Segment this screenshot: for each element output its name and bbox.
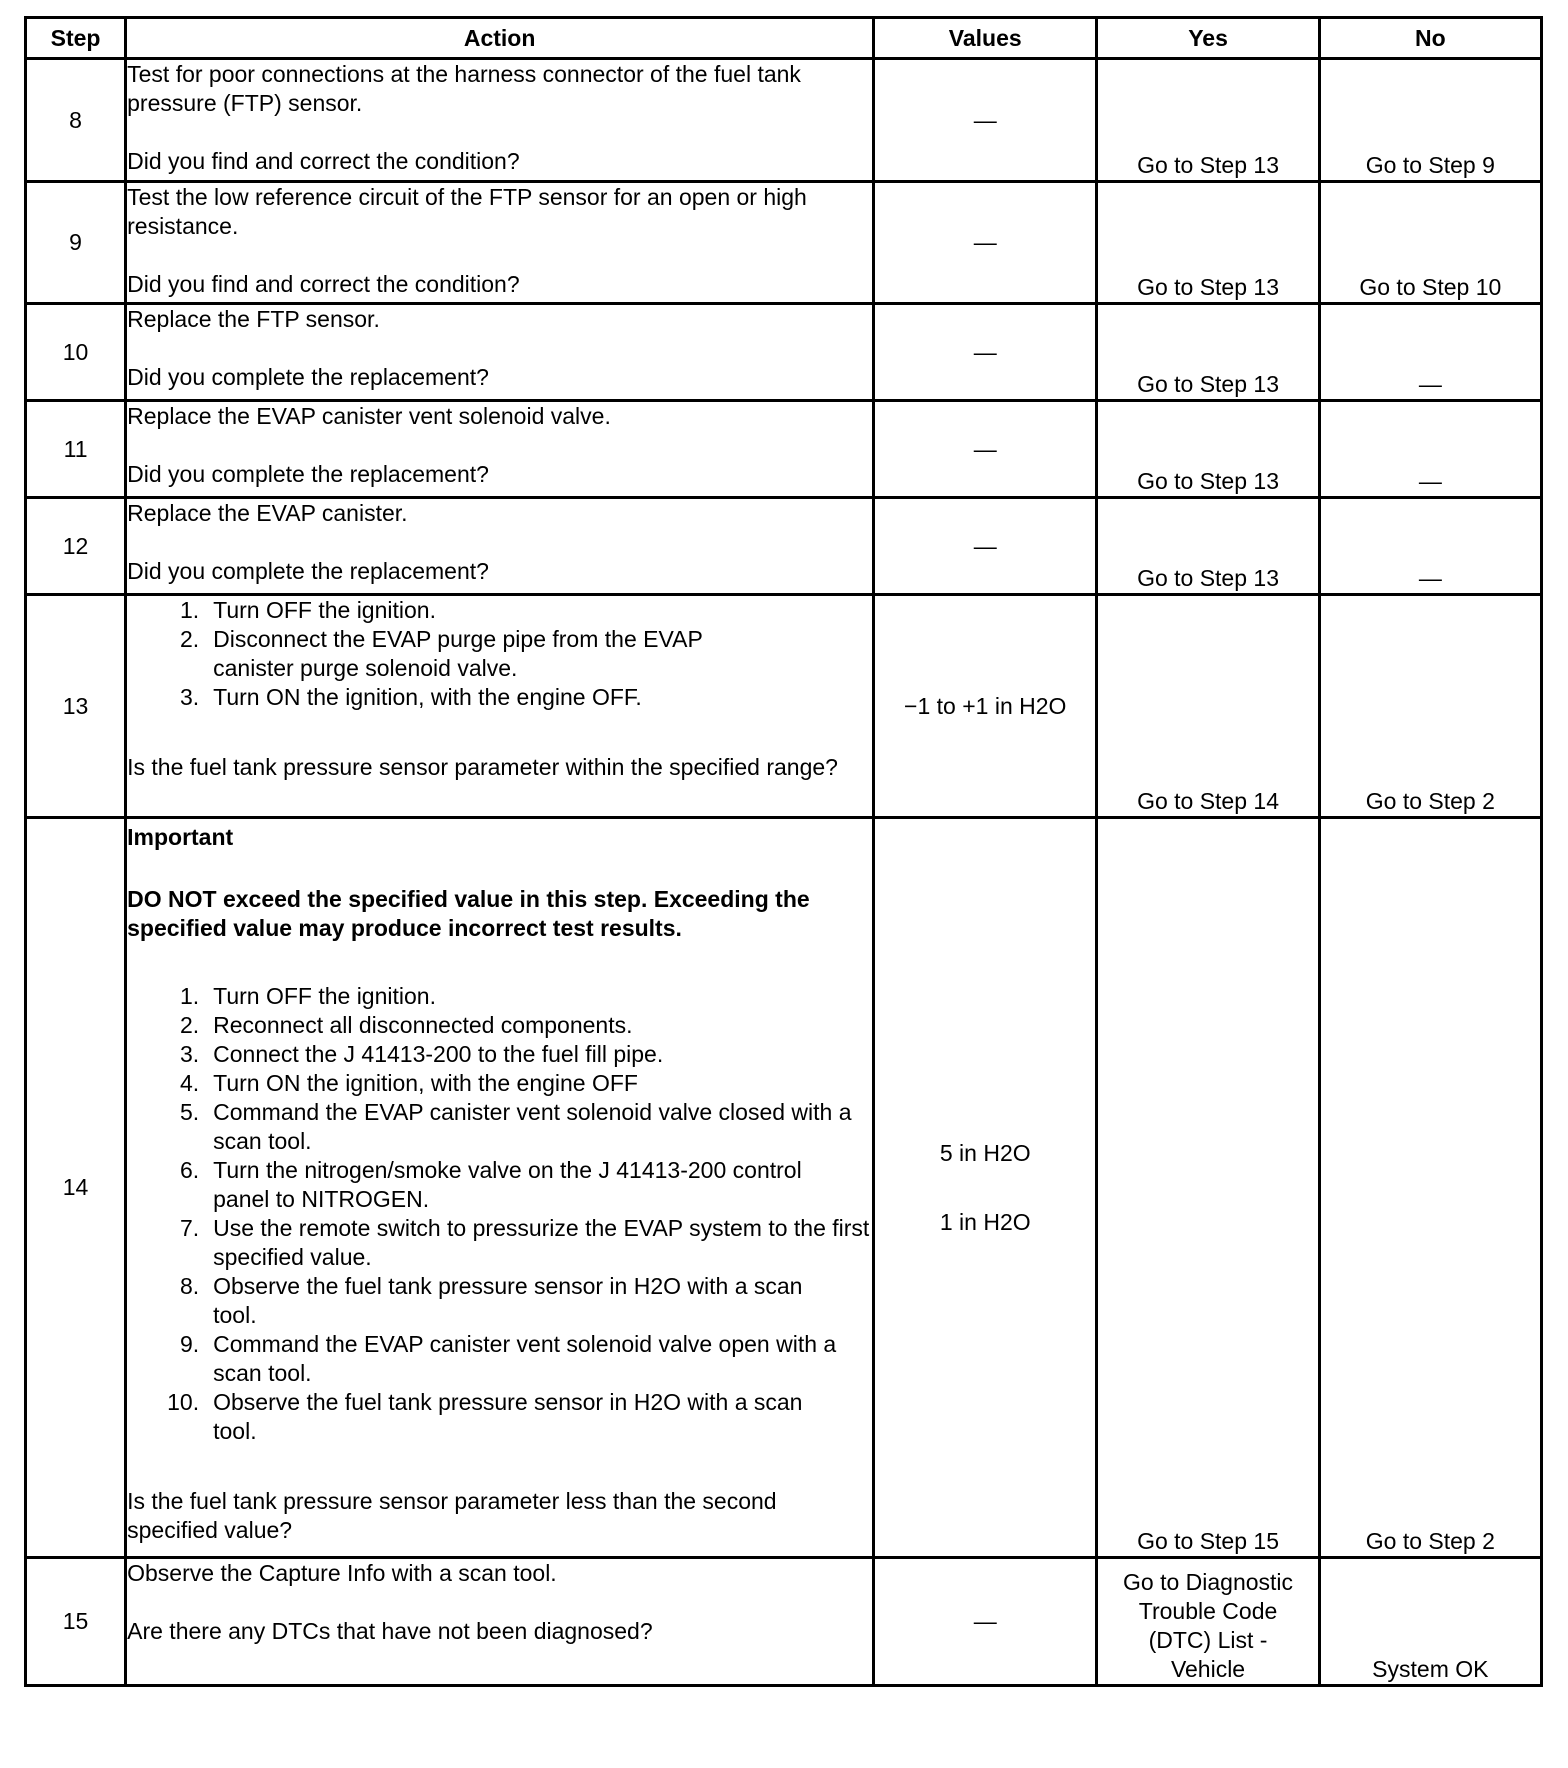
table-row-step-9 bbox=[26, 182, 1542, 304]
list-item bbox=[127, 683, 872, 712]
list-item-number: 6. bbox=[179, 1157, 200, 1183]
header-no: No bbox=[1319, 18, 1541, 59]
list-item-text: Turn the nitrogen/smoke valve on the J 41413-200 control panel to NITROGEN. bbox=[213, 1157, 802, 1212]
list-item bbox=[127, 1272, 872, 1330]
list-item-number: 2. bbox=[179, 626, 200, 652]
list-item bbox=[127, 1214, 872, 1272]
value-cell: — bbox=[874, 1558, 1097, 1686]
list-item-text: Command the EVAP canister vent solenoid valve closed with a scan tool. bbox=[213, 1099, 852, 1154]
yes-cell: Go to Step 13 bbox=[1097, 304, 1319, 401]
table-row-step-11 bbox=[26, 401, 1542, 498]
diagnostic-table bbox=[24, 16, 1543, 1687]
table-row-step-13 bbox=[26, 595, 1542, 818]
action-cell bbox=[126, 59, 874, 182]
yes-cell: Go to Step 13 bbox=[1097, 498, 1319, 595]
action-question: Are there any DTCs that have not been diagnosed? bbox=[127, 1618, 653, 1644]
step-number: 11 bbox=[26, 401, 126, 498]
yes-cell: Go to Step 15 bbox=[1097, 818, 1319, 1558]
header-values: Values bbox=[874, 18, 1097, 59]
action-text: Replace the EVAP canister vent solenoid valve. bbox=[127, 403, 611, 429]
action-cell bbox=[126, 182, 874, 304]
list-item-number: 9. bbox=[179, 1331, 200, 1357]
list-item bbox=[127, 625, 872, 683]
list-item-number: 4. bbox=[179, 1070, 200, 1096]
no-cell: Go to Step 10 bbox=[1319, 182, 1541, 304]
action-text: Observe the Capture Info with a scan tool. bbox=[127, 1560, 557, 1586]
list-item-text: Turn OFF the ignition. bbox=[213, 983, 436, 1009]
action-question: Did you complete the replacement? bbox=[127, 461, 489, 487]
second-specified-value: 1 in H2O bbox=[939, 1208, 1031, 1235]
action-question: Is the fuel tank pressure sensor parameter within the specified range? bbox=[127, 754, 838, 780]
step-number: 9 bbox=[26, 182, 126, 304]
action-cell bbox=[126, 401, 874, 498]
step-number: 13 bbox=[26, 595, 126, 818]
important-title: Important bbox=[127, 824, 234, 850]
yes-cell: Go to Step 13 bbox=[1097, 401, 1319, 498]
list-item-text: Reconnect all disconnected components. bbox=[213, 1012, 633, 1038]
no-cell: System OK bbox=[1319, 1558, 1541, 1686]
value-cell: — bbox=[874, 401, 1097, 498]
list-item-number: 1. bbox=[179, 597, 200, 623]
value-cell bbox=[874, 818, 1097, 1558]
list-item bbox=[127, 1069, 872, 1098]
action-cell bbox=[126, 304, 874, 401]
action-question: Did you complete the replacement? bbox=[127, 558, 489, 584]
value-cell: — bbox=[874, 59, 1097, 182]
yes-cell: Go to Step 13 bbox=[1097, 182, 1319, 304]
list-item-number: 5. bbox=[179, 1099, 200, 1125]
step-number: 14 bbox=[26, 818, 126, 1558]
action-question: Did you complete the replacement? bbox=[127, 364, 489, 390]
list-item-text: Observe the fuel tank pressure sensor in H2O with a scan tool. bbox=[213, 1389, 803, 1444]
list-item-text: Turn OFF the ignition. bbox=[213, 597, 436, 623]
action-text: Test for poor connections at the harness connector of the fuel tank pressure (FTP) sensor. bbox=[127, 61, 801, 116]
header-row bbox=[26, 18, 1542, 59]
no-cell: — bbox=[1319, 401, 1541, 498]
yes-cell: Go to Step 14 bbox=[1097, 595, 1319, 818]
list-item-number: 7. bbox=[179, 1215, 200, 1241]
no-cell: Go to Step 2 bbox=[1319, 595, 1541, 818]
list-item-text: Disconnect the EVAP purge pipe from the EVAP canister purge solenoid valve. bbox=[213, 626, 703, 681]
list-item bbox=[127, 596, 872, 625]
table-row-step-10 bbox=[26, 304, 1542, 401]
list-item-number: 8. bbox=[179, 1273, 200, 1299]
action-text: Replace the EVAP canister. bbox=[127, 500, 408, 526]
list-item bbox=[127, 1040, 872, 1069]
no-cell: Go to Step 9 bbox=[1319, 59, 1541, 182]
step-number: 8 bbox=[26, 59, 126, 182]
list-item bbox=[127, 1388, 872, 1446]
action-question: Is the fuel tank pressure sensor parameter less than the second specified value? bbox=[127, 1488, 777, 1543]
no-cell: — bbox=[1319, 304, 1541, 401]
list-item-number: 3. bbox=[179, 1041, 200, 1067]
no-cell: — bbox=[1319, 498, 1541, 595]
list-item-text: Connect the J 41413-200 to the fuel fill pipe. bbox=[213, 1041, 664, 1067]
list-item-number: 1. bbox=[179, 983, 200, 1009]
list-item-number: 10. bbox=[167, 1389, 200, 1415]
table-row-step-14 bbox=[26, 818, 1542, 1558]
table-row-step-8 bbox=[26, 59, 1542, 182]
list-item-number: 2. bbox=[179, 1012, 200, 1038]
action-question: Did you find and correct the condition? bbox=[127, 271, 520, 297]
action-text: Test the low reference circuit of the FTP sensor for an open or high resistance. bbox=[127, 184, 807, 239]
action-text: Replace the FTP sensor. bbox=[127, 306, 380, 332]
table-row-step-12 bbox=[26, 498, 1542, 595]
no-cell: Go to Step 2 bbox=[1319, 818, 1541, 1558]
value-cell: — bbox=[874, 304, 1097, 401]
value-cell: — bbox=[874, 498, 1097, 595]
step-number: 10 bbox=[26, 304, 126, 401]
list-item-text: Turn ON the ignition, with the engine OFF bbox=[213, 1070, 638, 1096]
yes-cell: Go to Diagnostic Trouble Code (DTC) List - Vehicle bbox=[1097, 1558, 1319, 1686]
step-number: 15 bbox=[26, 1558, 126, 1686]
step-number: 12 bbox=[26, 498, 126, 595]
list-item-text: Turn ON the ignition, with the engine OFF. bbox=[213, 684, 642, 710]
procedure-list bbox=[127, 596, 872, 712]
important-text: DO NOT exceed the specified value in this step. Exceeding the specified value may produce incorrect test results. bbox=[127, 886, 810, 941]
list-item bbox=[127, 1098, 872, 1156]
procedure-list bbox=[127, 982, 872, 1446]
first-specified-value: 5 in H2O bbox=[939, 1139, 1031, 1166]
header-yes: Yes bbox=[1097, 18, 1319, 59]
list-item-text: Observe the fuel tank pressure sensor in H2O with a scan tool. bbox=[213, 1273, 803, 1328]
action-cell bbox=[126, 595, 874, 818]
action-cell bbox=[126, 818, 874, 1558]
list-item-text: Command the EVAP canister vent solenoid valve open with a scan tool. bbox=[213, 1331, 837, 1386]
value-cell: −1 to +1 in H2O bbox=[874, 595, 1097, 818]
list-item-text: Use the remote switch to pressurize the EVAP system to the first specified value. bbox=[213, 1215, 870, 1270]
list-item bbox=[127, 982, 872, 1011]
list-item bbox=[127, 1330, 872, 1388]
list-item-number: 3. bbox=[179, 684, 200, 710]
list-item bbox=[127, 1011, 872, 1040]
value-cell: — bbox=[874, 182, 1097, 304]
table-row-step-15 bbox=[26, 1558, 1542, 1686]
header-step: Step bbox=[26, 18, 126, 59]
yes-cell: Go to Step 13 bbox=[1097, 59, 1319, 182]
action-cell bbox=[126, 1558, 874, 1686]
action-cell bbox=[126, 498, 874, 595]
action-question: Did you find and correct the condition? bbox=[127, 148, 520, 174]
header-action: Action bbox=[126, 18, 874, 59]
list-item bbox=[127, 1156, 872, 1214]
